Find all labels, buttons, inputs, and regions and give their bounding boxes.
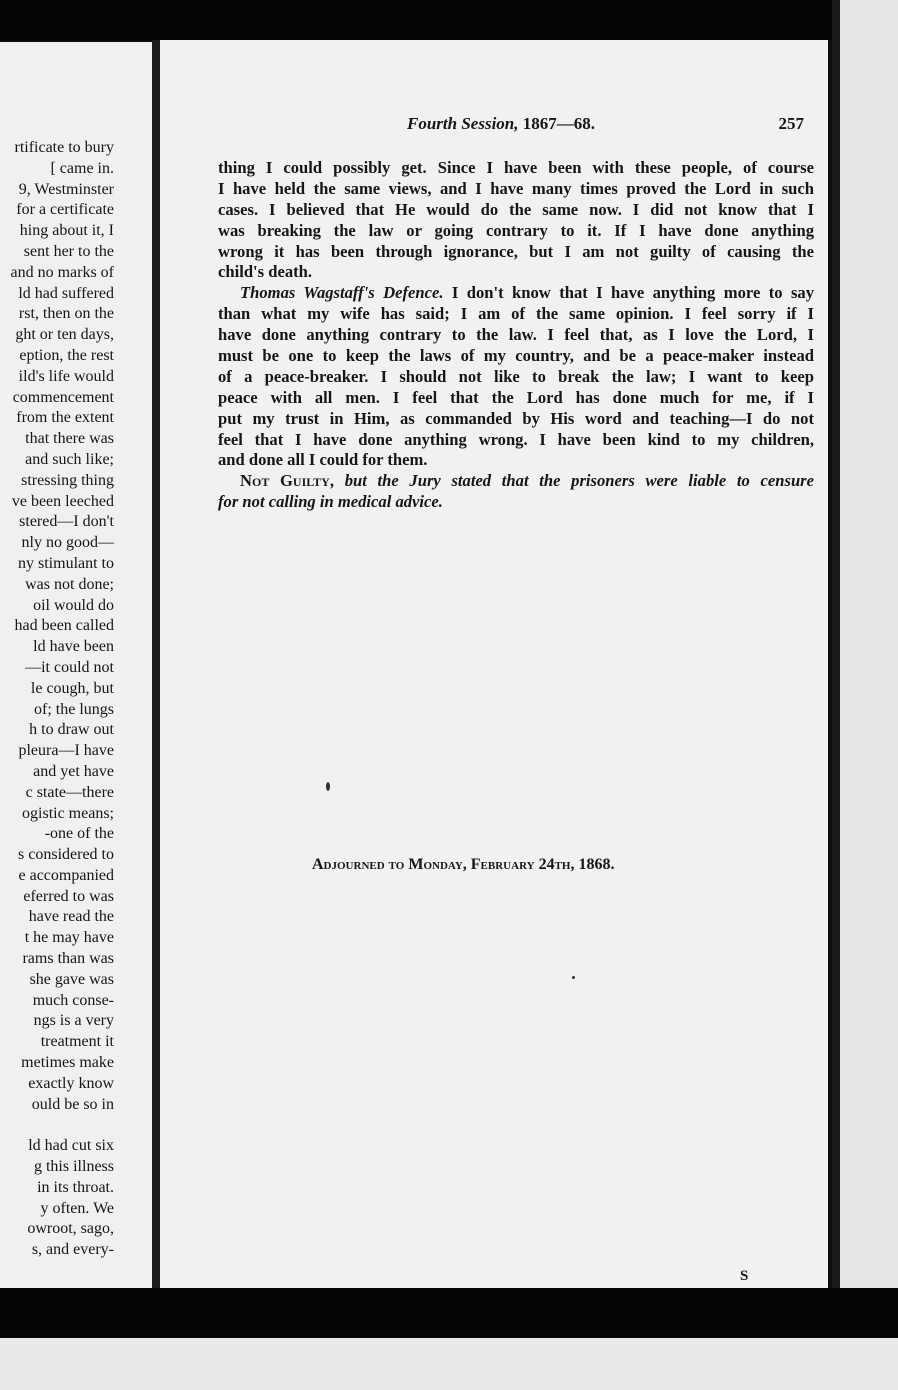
paragraph-defence: Thomas Wagstaff's Defence. I don't know that I have anything more to say than what my wife has said; I am of the same opinion. I feel sorry if I have done anything contrary to the law. I feel that, as I love the Lord, I must be one to keep the laws of my country, and be a peace-maker instead of a peace-breaker. I should not like to break the law; I want to keep peace with all men. I feel that the Lord has done much for me, if I put my trust in Him, as commanded by His word and teaching—I do not feel that I have done anything wrong. I have been kind to my children, and done all I could for them.: [218, 283, 814, 470]
scan-bottom-margin: [0, 1338, 898, 1390]
left-page: [0, 42, 152, 1306]
text-line: than what my wife has said; I am of the same opinion. I feel sorry if I: [218, 304, 814, 324]
left-page-line: eption, the rest: [19, 346, 114, 364]
left-page-line: and no marks of: [10, 263, 114, 281]
left-page-line: -one of the: [44, 825, 114, 843]
left-page-line: rtificate to bury: [14, 139, 114, 156]
text-line: was breaking the law or going contrary to it. If I have done anything: [218, 220, 814, 240]
left-page-line: ld have been: [33, 638, 114, 656]
left-page-line: ld had cut six: [28, 1137, 114, 1155]
left-page-line: that there was: [25, 430, 114, 448]
left-page-line: ild's life would: [18, 367, 114, 385]
right-page: [160, 40, 828, 1290]
left-page-line: rst, then on the: [18, 305, 114, 323]
left-page-line: —it could not: [25, 658, 114, 676]
left-page-line: of; the lungs: [34, 700, 114, 718]
text-line: must be one to keep the laws of my country, and be a peace-maker instead: [218, 346, 814, 366]
left-page-line: c state—there: [25, 783, 114, 801]
text-line: cases. I believed that He would do the same now. I did not know that I: [218, 199, 814, 219]
text-line: I have held the same views, and I have many times proved the Lord in such: [218, 178, 814, 198]
paragraph-prisoner-statement: [218, 158, 814, 283]
text-line: put my trust in Him, as commanded by His word and teaching—I do not: [218, 408, 814, 428]
left-page-line: for a certificate: [16, 201, 114, 219]
text-line: child's death.: [218, 262, 313, 282]
verdict: Not Guilty, but the Jury stated that the prisoners were liable to censure for not calling in medical advice.: [218, 471, 814, 512]
left-page-line: hing about it, I: [19, 222, 114, 240]
adjournment-notice: Adjourned to Monday, February 24th, 1868.: [312, 856, 615, 873]
left-page-line: was not done;: [25, 575, 114, 593]
book-gutter: [152, 40, 160, 1306]
signature-mark: S: [740, 1268, 749, 1284]
left-page-line: and such like;: [25, 450, 114, 468]
left-page-line: in its throat.: [37, 1178, 114, 1196]
text-line: feel that I have done anything wrong. I have been kind to my children,: [218, 429, 814, 449]
left-page-line: commencement: [12, 388, 114, 406]
left-page-line: 9, Westminster: [18, 180, 114, 198]
left-page-line: ght or ten days,: [15, 326, 114, 344]
left-page-line: ould be so in: [31, 1095, 114, 1113]
left-page-line: ngs is a very: [33, 1012, 114, 1030]
left-page-line: treatment it: [40, 1033, 114, 1051]
left-page-line: she gave was: [29, 970, 114, 988]
left-page-line: e accompanied: [18, 866, 114, 884]
left-page-line: had been called: [14, 617, 114, 635]
left-page-line: much conse-: [32, 991, 114, 1009]
left-page-line: owroot, sago,: [27, 1220, 114, 1238]
ink-speck: [326, 782, 330, 791]
left-page-line: stered—I don't: [19, 513, 114, 531]
left-page-line: oil would do: [33, 596, 114, 614]
left-page-line: s considered to: [18, 846, 114, 864]
ink-speck: [572, 976, 575, 979]
running-head: [220, 114, 810, 140]
verdict-label: Not Guilty,: [240, 471, 334, 491]
text-line: wrong it has been through ignorance, but I am not guilty of causing the: [218, 241, 814, 261]
text-line: of a peace-breaker. I should not like to break the law; I want to keep: [218, 366, 814, 386]
left-page-line: ogistic means;: [22, 804, 114, 822]
left-page-line: t he may have: [24, 929, 114, 947]
left-page-line: s, and every-: [31, 1241, 114, 1259]
left-page-line: ld had suffered: [18, 284, 114, 302]
session-title: Fourth Session, 1867—68.: [407, 114, 595, 133]
left-page-line: and yet have: [33, 762, 114, 780]
left-page-line: ve been leeched: [11, 492, 114, 510]
scan-top-border: [0, 0, 832, 40]
left-page-line: le cough, but: [30, 679, 114, 697]
left-page-line: ny stimulant to: [18, 554, 114, 572]
text-line: peace with all men. I feel that the Lord has done much for me, if I: [218, 387, 814, 407]
left-page-line: pleura—I have: [18, 742, 114, 760]
left-page-line: g this illness: [33, 1158, 114, 1176]
text-line: have done anything contrary to the law. I feel that, as I love the Lord, I: [218, 325, 814, 345]
defence-label: Thomas Wagstaff's Defence.: [240, 283, 444, 303]
left-page-text-column: [0, 138, 114, 1261]
left-page-line: stressing thing: [21, 471, 114, 489]
scan-right-margin: [832, 0, 898, 1390]
left-page-line: [0, 1115, 114, 1136]
left-page-line: eferred to was: [23, 887, 114, 905]
left-page-line: from the extent: [16, 409, 114, 427]
left-page-line: nly no good—: [21, 534, 114, 552]
left-page-line: sent her to the: [23, 242, 114, 260]
left-page-line: [ came in.: [50, 159, 114, 177]
left-page-line: exactly know: [28, 1074, 114, 1092]
left-page-line: h to draw out: [29, 721, 114, 739]
left-page-line: have read the: [28, 908, 114, 926]
left-page-line: y often. We: [40, 1199, 114, 1217]
text-line: thing I could possibly get. Since I have been with these people, of course: [218, 158, 814, 177]
page-number: 257: [778, 114, 804, 133]
text-line: and done all I could for them.: [218, 450, 428, 470]
body-text: [218, 158, 814, 513]
scan-bottom-border: [0, 1288, 898, 1338]
left-page-line: metimes make: [21, 1054, 114, 1072]
left-page-line: rams than was: [22, 950, 114, 968]
